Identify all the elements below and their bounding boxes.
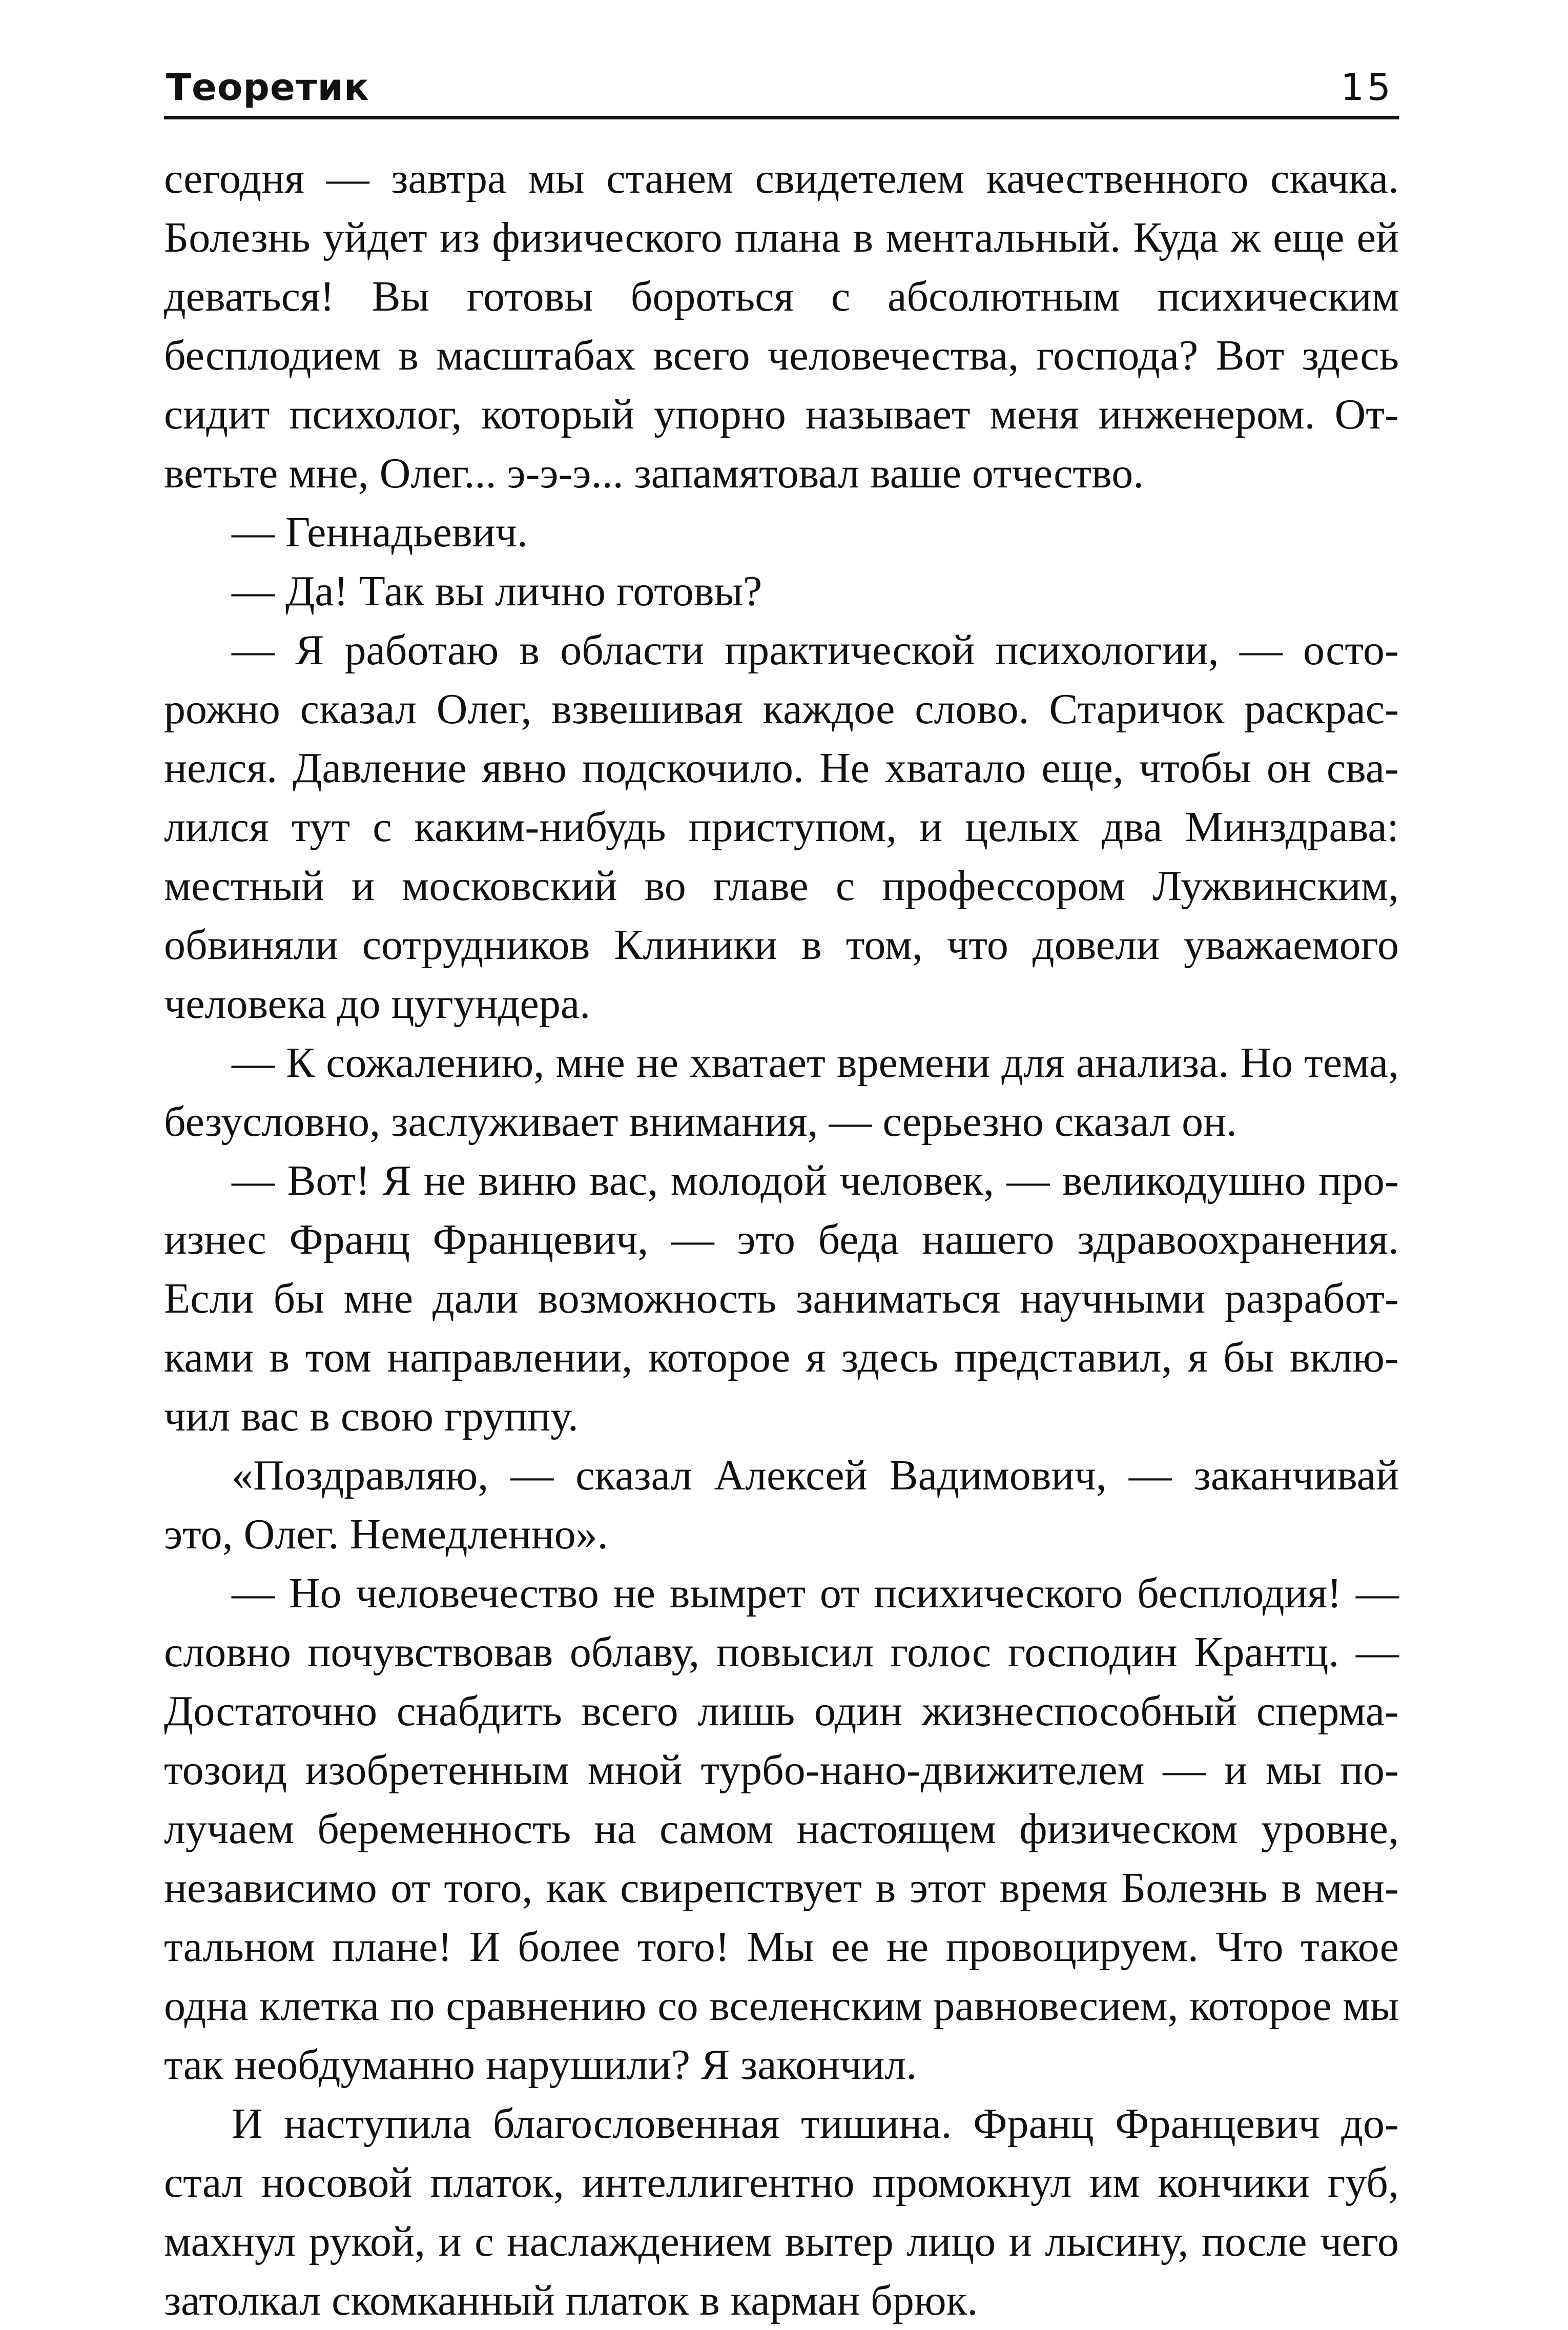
paragraph-continuation: сегодня — завтра мы станем свидетелем качественного скачка. Болезнь уйдет из физического плана в ментальный. Куда ж еще ей деваться! Вы готовы бороться с абсолютным психическим бесплодием в масштабах всего человечества, господа? Вот здесь сидит психолог, который упорно называет меня инженером. Ответьте мне, Олег... э-э-э... запамятовал ваше отчество. <box>164 155 1399 497</box>
paragraph: — Вот! Я не виню вас, молодой человек, — великодушно произнес Франц Францевич, — это беда нашего здравоохранения. Если бы мне дали возможность заниматься научными разработками в том направлении, которое я здесь представил, я бы включил вас в свою группу. <box>164 1157 1399 1440</box>
book-page <box>164 56 1399 2330</box>
page-number: 15 <box>1340 66 1394 109</box>
paragraph: — Да! Так вы лично готовы? <box>232 567 762 615</box>
paragraph: «Поздравляю, — сказал Алексей Вадимович, — заканчивай это, Олег. Немедленно». <box>164 1452 1399 1558</box>
paragraph: — Я работаю в области практической психологии, — осторожно сказал Олег, взвешивая каждое слово. Старичок раскраснелся. Давление явно подскочило. Не хватало еще, чтобы он свалился тут с каким-нибудь приступом, и целых два Минздрава: местный и московский во главе с профессором Лужвинским, обвиняли сотрудников Клиники в том, что довели уважаемого человека до цугундера. <box>164 626 1399 1028</box>
body-text <box>164 149 1399 2330</box>
running-title: Теоретик <box>166 66 369 109</box>
paragraph: — Геннадьевич. <box>232 508 528 556</box>
paragraph: — Но человечество не вымрет от психического бесплодия! — словно почувствовав облаву, повысил голос господин Крантц. — Достаточно снабдить всего лишь один жизнеспособный сперматозоид изобретенным мной турбо-нано-движителем — и мы получаем беременность на самом настоящем физическом уровне, независимо от того, как свирепствует в этот время Болезнь в ментальном плане! И более того! Мы ее не провоцируем. Что такое одна клетка по сравнению со вселенским равновесием, которое мы так необдуманно нарушили? Я закончил. <box>164 1569 1399 2089</box>
paragraph: — К сожалению, мне не хватает времени для анализа. Но тема, безусловно, заслуживает внимания, — серьезно сказал он. <box>164 1039 1399 1146</box>
running-header <box>164 56 1399 119</box>
paragraph: И наступила благословенная тишина. Франц Францевич достал носовой платок, интеллигентно промокнул им кончики губ, махнул рукой, и с наслаждением вытер лицо и лысину, после чего затолкал скомканный платок в карман брюк. <box>164 2100 1399 2324</box>
